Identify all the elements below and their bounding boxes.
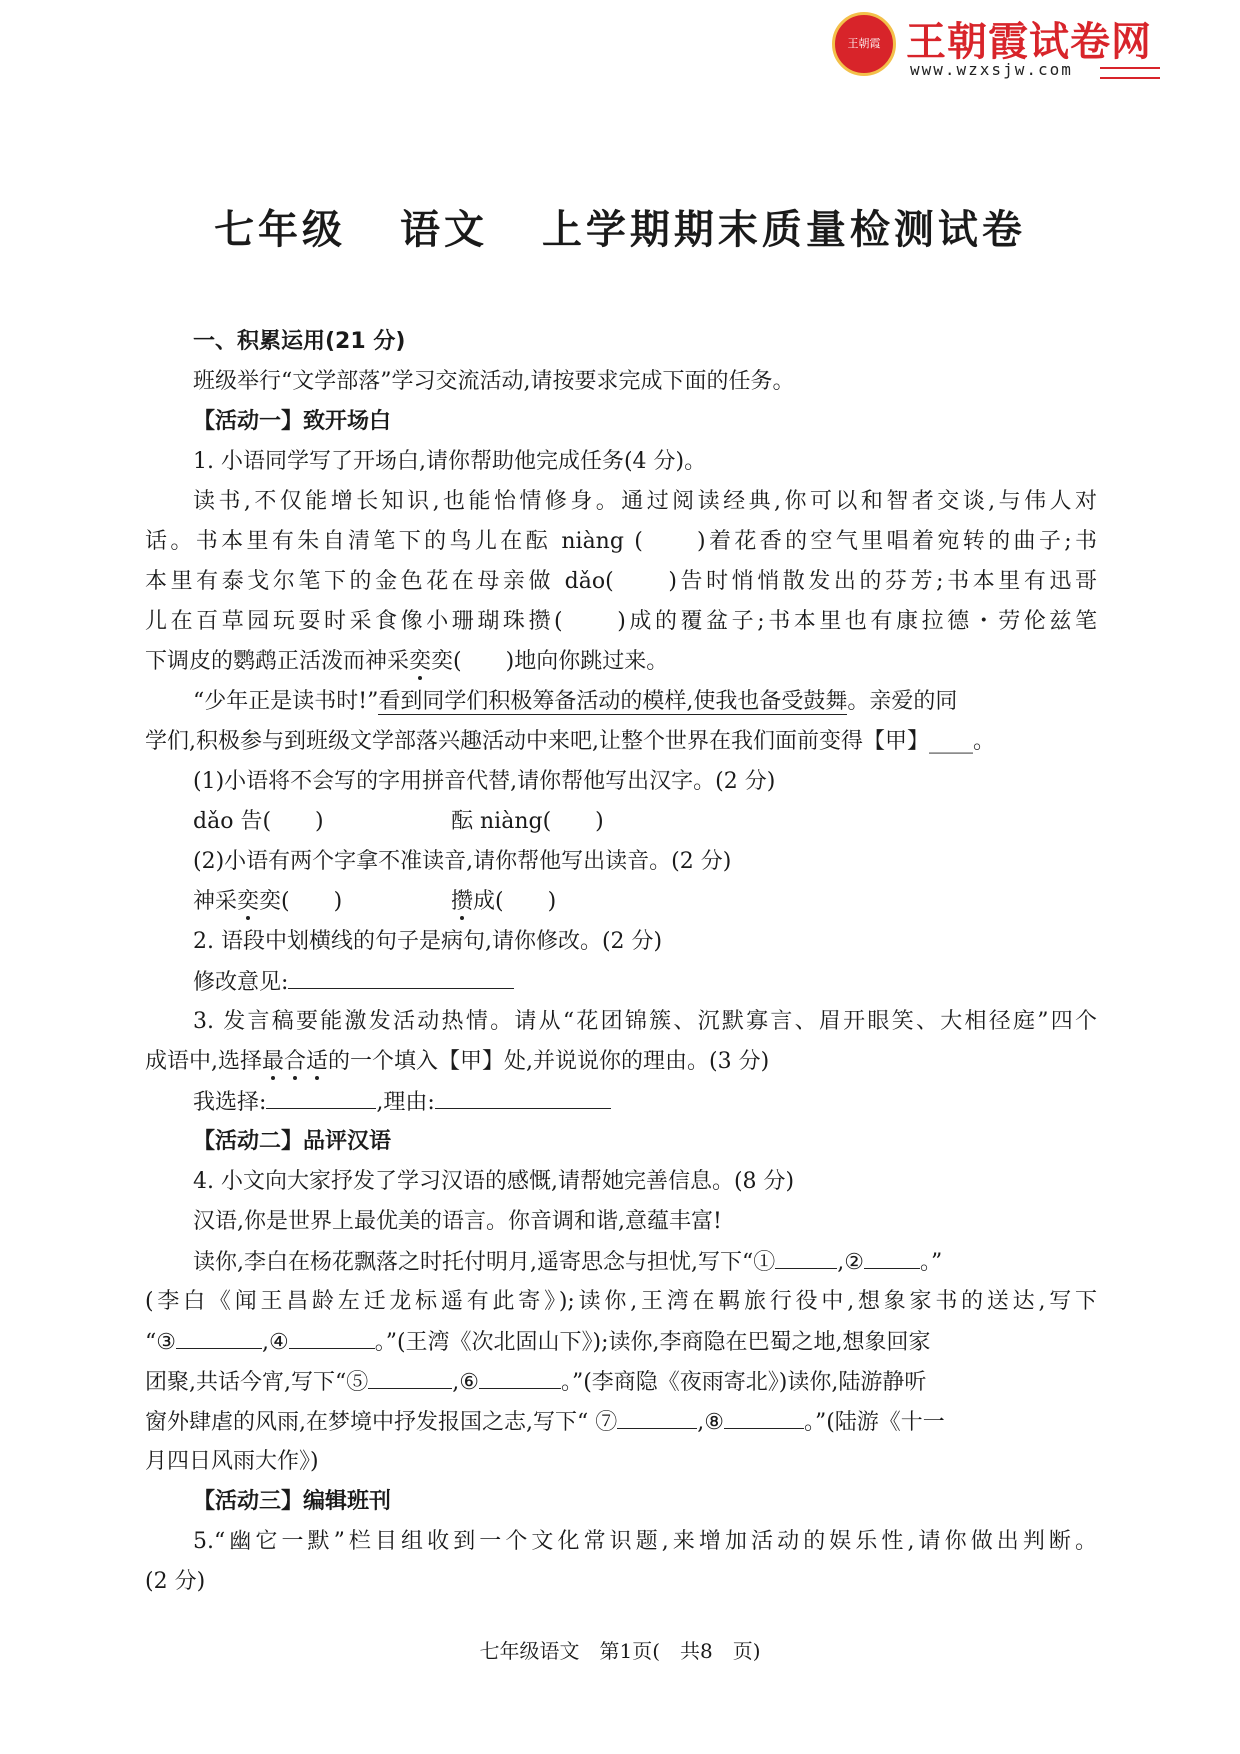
activity-three-heading: 【活动三】编辑班刊	[193, 1489, 392, 1514]
question-text: ,⑥	[452, 1370, 479, 1395]
dotted-char: 奕	[409, 649, 432, 674]
dotted-char: 奕	[237, 889, 260, 914]
title-grade: 七年级	[214, 207, 347, 253]
question-text: 的一个填入【甲】处,并说说你的理由。(3 分)	[328, 1049, 770, 1074]
question-text: ,②	[837, 1250, 864, 1275]
question-4-line-3	[145, 1322, 1097, 1362]
dotted-char: 合	[284, 1049, 307, 1074]
logo-name: 王朝霞试卷网	[906, 19, 1152, 65]
reason-blank[interactable]	[435, 1082, 611, 1109]
activity-two-heading: 【活动二】品评汉语	[193, 1129, 392, 1154]
passage-text: 下调皮的鹦鹉正活泼而神采	[145, 649, 410, 674]
choice-blank[interactable]	[266, 1082, 376, 1109]
answer-text: 奕( )	[259, 889, 343, 914]
question-text: 成语中,选择	[145, 1049, 262, 1074]
passage-text: “少年正是读书时!”	[193, 689, 379, 714]
blank-2[interactable]	[864, 1242, 920, 1269]
question-2: 2. 语段中划横线的句子是病句,请你修改。(2 分)	[193, 929, 663, 954]
sub-question-1: (1)小语将不会写的字用拼音代替,请你帮他写出汉字。(2 分)	[193, 769, 776, 794]
logo-decoration	[1100, 67, 1160, 79]
title-exam: 上学期期末质量检测试卷	[541, 207, 1026, 253]
dotted-char: 攒	[451, 889, 474, 914]
answer-text: 成( )	[473, 889, 557, 914]
passage-line-6	[145, 682, 1097, 722]
passage-line-3: 本里有泰戈尔笔下的金色花在母亲做 dǎo( )告时悄悄散发出的芬芳;书本里有迅哥	[145, 569, 1097, 594]
passage-line-2: 话。书本里有朱自清笔下的鸟儿在酝 niàng ( )着花香的空气里唱着宛转的曲子;书	[145, 529, 1097, 554]
sub-question-2-answers	[145, 882, 1097, 922]
activity-one-heading: 【活动一】致开场白	[193, 409, 392, 434]
question-4-line-2: (李白《闻王昌龄左迁龙标遥有此寄》);读你,王湾在羁旅行役中,想象家书的送达,写下	[145, 1289, 1097, 1314]
blank-3[interactable]	[176, 1322, 262, 1349]
answer-dao[interactable]: dǎo 告( )	[193, 809, 324, 834]
question-text: 读你,李白在杨花飘落之时托付明月,遥寄思念与担忧,写下“①	[193, 1250, 776, 1275]
passage-text: 奕( )地向你跳过来。	[431, 649, 669, 674]
answer-niang[interactable]: 酝 niàng( )	[451, 809, 604, 834]
question-text: 。”(李商隐《夜雨寄北》)读你,陆游静听	[560, 1370, 927, 1395]
section-intro: 班级举行“文学部落”学习交流活动,请按要求完成下面的任务。	[193, 369, 795, 394]
site-logo	[832, 10, 1162, 84]
title-subject: 语文	[400, 207, 488, 253]
sub-question-2: (2)小语有两个字拿不准读音,请你帮他写出读音。(2 分)	[193, 849, 732, 874]
page-title	[0, 198, 1240, 255]
answer-label: ,理由:	[376, 1090, 435, 1115]
answer-zan[interactable]	[451, 889, 556, 914]
question-text: 。”(王湾《次北固山下》);读你,李商隐在巴蜀之地,想象回家	[374, 1330, 931, 1355]
passage-line-4: 儿在百草园玩耍时采食像小珊瑚珠攒( )成的覆盆子;书本里也有康拉德・劳伦兹笔	[145, 609, 1097, 634]
blank-7[interactable]	[617, 1402, 697, 1429]
page-footer: 七年级语文 第1页( 共8 页)	[479, 1639, 761, 1663]
passage-line-1: 读书,不仅能增长知识,也能怡情修身。通过阅读经典,你可以和智者交谈,与伟人对	[193, 489, 1097, 514]
logo-seal-icon: 王朝霞	[832, 12, 896, 76]
answer-label: 我选择:	[193, 1090, 267, 1115]
answer-label: 修改意见:	[193, 970, 289, 995]
question-4-line-5	[145, 1402, 1097, 1442]
question-4-line-6: 月四日风雨大作》)	[145, 1449, 319, 1474]
question-3-line-2	[145, 1042, 1097, 1082]
question-text: 窗外肆虐的风雨,在梦境中抒发报国之志,写下“ ⑦	[145, 1410, 618, 1435]
question-4-line-4	[145, 1362, 1097, 1402]
blank-1[interactable]	[775, 1242, 837, 1269]
blank-4[interactable]	[289, 1322, 375, 1349]
question-5-line-1: 5.“幽它一默”栏目组收到一个文化常识题,来增加活动的娱乐性,请你做出判断。	[193, 1529, 1097, 1554]
exam-content	[145, 322, 1097, 1602]
underlined-sentence: 看到同学们积极筹备活动的模样,使我也备受鼓舞	[378, 689, 848, 714]
dotted-char: 最	[262, 1049, 285, 1074]
answer-yi[interactable]	[193, 882, 451, 922]
question-text: ,⑧	[697, 1410, 724, 1435]
question-3-line-1: 3. 发言稿要能激发活动热情。请从“花团锦簇、沉默寡言、眉开眼笑、大相径庭”四个	[193, 1009, 1097, 1034]
blank-5[interactable]	[368, 1362, 452, 1389]
blank-8[interactable]	[724, 1402, 804, 1429]
question-text: “③	[145, 1330, 176, 1355]
section-heading: 一、积累运用(21 分)	[193, 329, 406, 354]
question-text: 。”	[919, 1250, 943, 1275]
question-text: 团聚,共话今宵,写下“⑤	[145, 1370, 369, 1395]
question-1: 1. 小语同学写了开场白,请你帮助他完成任务(4 分)。	[193, 449, 707, 474]
question-text: 。”(陆游《十一	[803, 1410, 945, 1435]
passage-line-7: 学们,积极参与到班级文学部落兴趣活动中来吧,让整个世界在我们面前变得【甲】____。	[145, 729, 995, 754]
question-2-answer	[145, 962, 1097, 1002]
revision-blank[interactable]	[288, 962, 514, 989]
answer-text: 神采	[193, 889, 238, 914]
question-4: 4. 小文向大家抒发了学习汉语的感慨,请帮她完善信息。(8 分)	[193, 1169, 795, 1194]
question-5-line-2: (2 分)	[145, 1569, 206, 1594]
logo-url: www.wzxsjw.com	[910, 60, 1073, 79]
question-text: ,④	[261, 1330, 289, 1355]
passage-text: 。亲爱的同	[847, 689, 958, 714]
sub-question-1-answers	[145, 802, 1097, 842]
passage-line-5	[145, 642, 1097, 682]
question-4-line-1	[145, 1242, 1097, 1282]
question-4-intro: 汉语,你是世界上最优美的语言。你音调和谐,意蕴丰富!	[193, 1209, 722, 1234]
dotted-char: 适	[306, 1049, 329, 1074]
question-3-answer	[145, 1082, 1097, 1122]
blank-6[interactable]	[479, 1362, 561, 1389]
